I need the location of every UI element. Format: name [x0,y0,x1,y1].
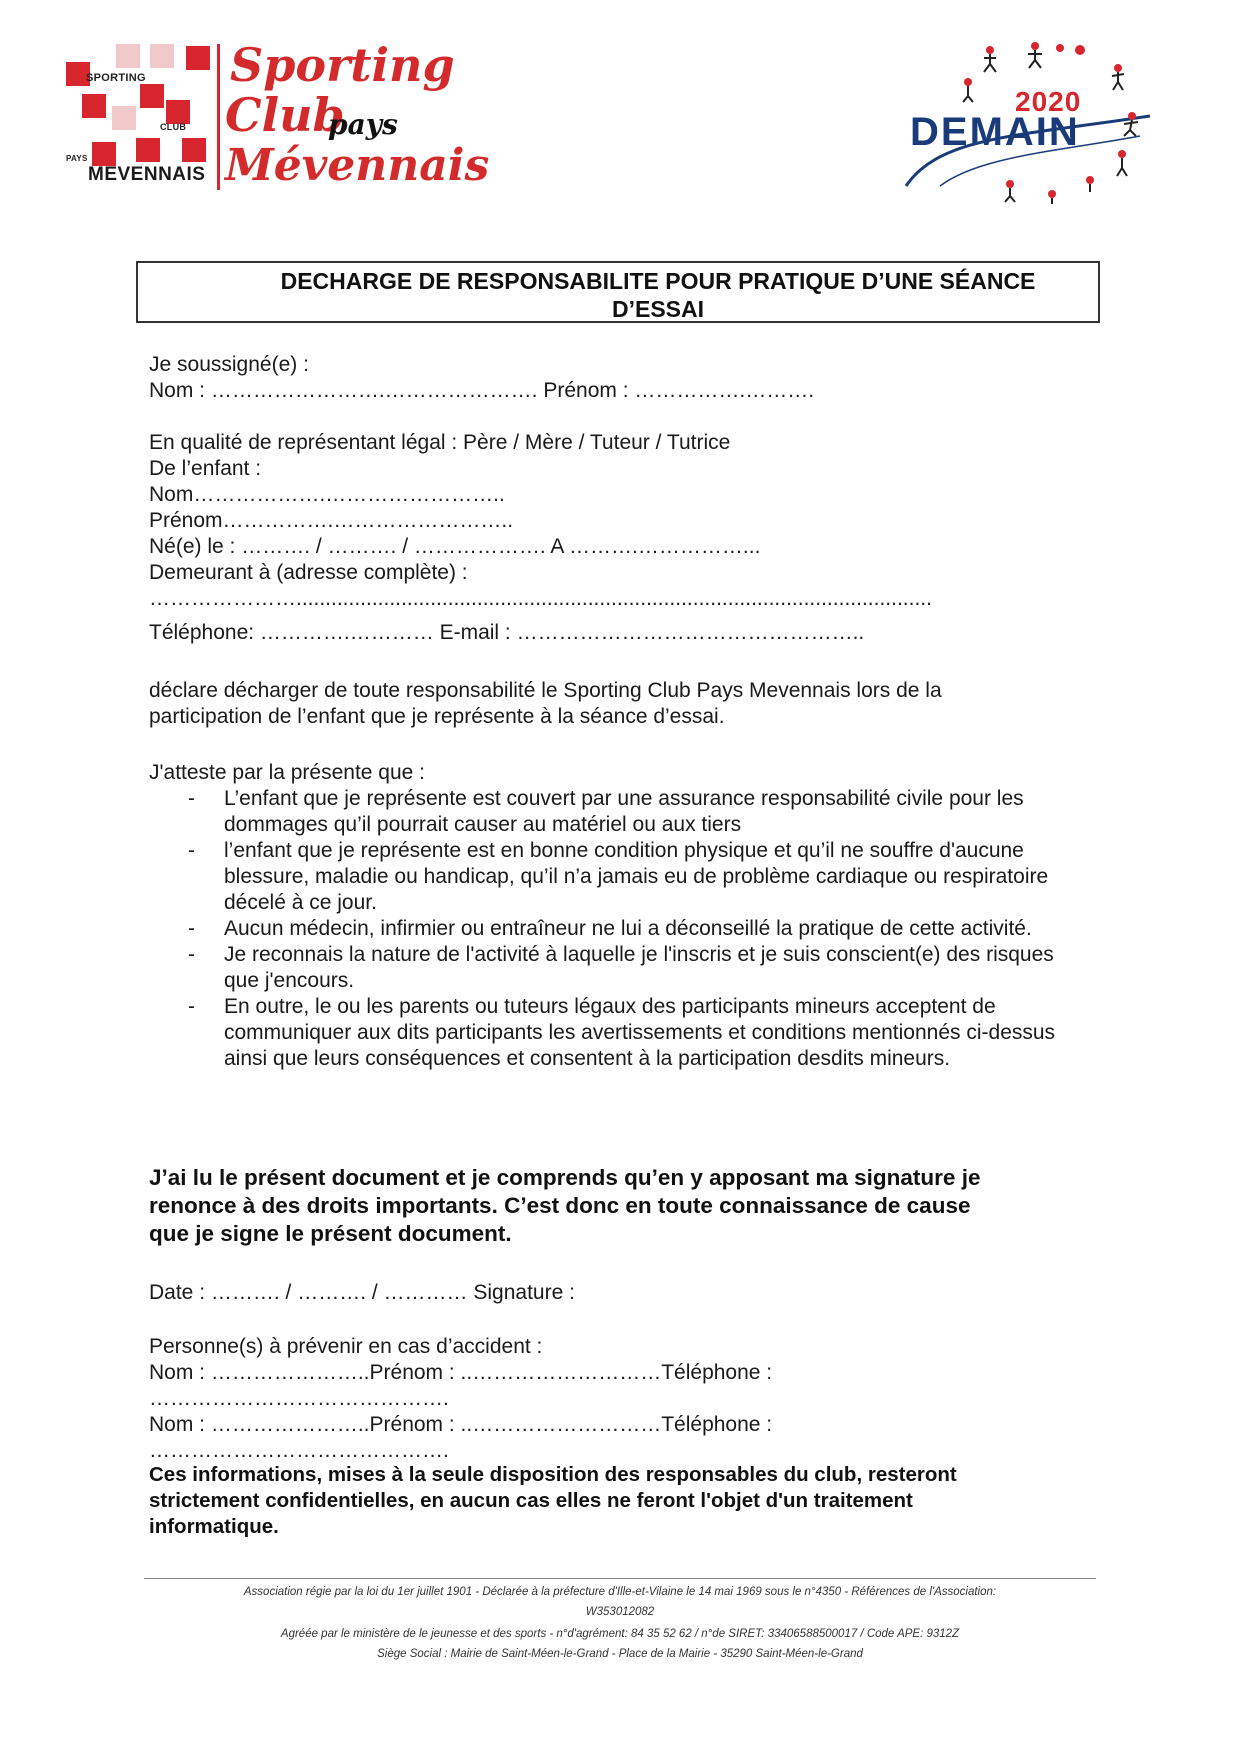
date-signature-line: Date : ………. / ………. / ………… Signature : [149,1281,575,1304]
attestation-item-text: Aucun médecin, infirmier ou entraîneur ne lui a déconseillé la pratique de cette activité. [224,917,1032,940]
sport-pictogram-icon [186,46,210,70]
footer-line: Siège Social : Mairie de Saint-Méen-le-Grand - Place de la Mairie - 35290 Saint-Méen-le-Grand [377,1648,863,1660]
nom-prenom-field: Nom : …………………….…………………. Prénom : …………….………. [149,379,815,402]
list-item: - Aucun médecin, infirmier ou entraîneur ne lui a déconseillé la pratique de cette activité. [180,916,1080,942]
logo-word-sporting: Sporting [230,38,455,92]
emergency-contact-field: ……………………………………. [149,1439,449,1462]
phone-email-field: Téléphone: ………….………… E-mail : ………………………………………….. [149,621,865,644]
list-item: - L’enfant que je représente est couvert par une assurance responsabilité civile pour les dommages qu’il pourrait causer au matériel ou aux tiers [180,786,1080,838]
logo-year: 2020 [1015,86,1082,117]
acknowledgement-line: J’ai lu le présent document et je comprends qu’en y apposant ma signature je [149,1165,981,1190]
logo-pictogram-grid [62,42,212,192]
sport-pictogram-icon [82,94,106,118]
attestation-item-text: En outre, le ou les parents ou tuteurs légaux des participants mineurs acceptent de communiquer aux dits participants les avertissements et conditions mentionnés ci-dessus ainsi que leurs conséquences et consentent à la participation desdits mineurs. [224,995,1056,1070]
acknowledgement-line: renonce à des droits importants. C’est donc en toute connaissance de cause [149,1193,971,1218]
list-item: - l’enfant que je représente est en bonne condition physique et qu’il ne souffre d'aucune blessure, maladie ou handicap, qu’il n’a jamais eu de problème cardiaque ou respiratoire décelé à ce jour. [180,838,1080,916]
attestation-item-text: L’enfant que je représente est couvert par une assurance responsabilité civile pour les dommages qu’il pourrait causer au matériel ou aux tiers [224,787,1024,836]
attestation-list [180,786,1080,1072]
attestation-item-text: Je reconnais la nature de l'activité à laquelle je l'inscris et je suis conscient(e) des risques que j'encours. [224,943,1054,992]
sport-pictogram-icon [166,100,190,124]
acknowledgement-line: que je signe le présent document. [149,1221,512,1246]
child-firstname-field: Prénom…………….…………………….. [149,509,514,532]
declaration-line: déclare décharger de toute responsabilité le Sporting Club Pays Mevennais lors de la [149,679,942,702]
logo-label-mevennais: MEVENNAIS [88,164,206,185]
attestation-intro: J'atteste par la présente que : [149,761,426,784]
confidentiality-note: strictement confidentielles, en aucun cas elles ne feront l'objet d'un traitement [149,1489,913,1512]
logo-word-mevennais: Mévennais [225,140,490,191]
list-item: - En outre, le ou les parents ou tuteurs légaux des participants mineurs acceptent de communiquer aux dits participants les avertissements et conditions mentionnés ci-dessus ainsi que leurs conséquences et consentent à la participation desdits mineurs. [180,994,1080,1072]
sport-pictogram-icon [150,44,174,68]
logo-divider [217,44,220,190]
document-title: DECHARGE DE RESPONSABILITE POUR PRATIQUE D’UNE SÉANCE D’ESSAI [280,268,1036,322]
footer-line: Association régie par la loi du 1er juillet 1901 - Déclarée à la préfecture d'Ille-et-Vilaine le 14 mai 1969 sous le n°4350 - Références de l'Association: [243,1586,997,1598]
footer-line: Agréée par le ministère de le jeunesse et des sports - n°d'agrément: 84 35 52 62 / n°de SIRET: 33406588500017 / Code APE: 9312Z [280,1628,960,1640]
logo-word-demain: DEMAIN [910,110,1080,154]
sport-pictogram-icon [92,142,116,166]
address-field: …………………............................................................................................................. [149,587,932,610]
club-logo [62,38,490,202]
logo-word-pays: pays [328,108,398,141]
sport-pictogram-icon [182,138,206,162]
attestation-item-text: l’enfant que je représente est en bonne condition physique et qu’il ne souffre d'aucune blessure, maladie ou handicap, qu’il n’a jamais eu de problème cardiaque ou respiratoire décelé à ce jour. [224,839,1049,914]
child-label: De l’enfant : [149,457,262,480]
emergency-contact-field: Nom : …………………..Prénom : ..………………………Téléphone : [149,1413,773,1436]
declaration-line: participation de l’enfant que je représente à la séance d’essai. [149,705,725,728]
address-label: Demeurant à (adresse complète) : [149,561,468,584]
soussigne-label: Je soussigné(e) : [149,353,309,376]
demain-2020-logo [900,36,1160,206]
logo-label-sporting: SPORTING [86,72,146,84]
emergency-contact-field: ……………………………………. [149,1387,449,1410]
confidentiality-note: informatique. [149,1515,279,1538]
sport-pictogram-icon [112,106,136,130]
emergency-heading: Personne(s) à prévenir en cas d’accident : [149,1335,543,1358]
sport-pictogram-icon [116,44,140,68]
logo-label-pays: PAYS [66,154,88,163]
sport-pictogram-icon [136,138,160,162]
child-name-field: Nom……………….…………………….. [149,483,505,506]
legal-representative-line: En qualité de représentant légal : Père / Mère / Tuteur / Tutrice [149,431,731,454]
confidentiality-note: Ces informations, mises à la seule disposition des responsables du club, resteront [149,1463,957,1486]
logo-label-club: CLUB [160,122,187,132]
birth-field: Né(e) le : ………. / ………. / ………………. A ……….……………... [149,535,761,558]
logo-word-club: Club [225,88,345,142]
footer-divider [144,1578,1096,1579]
footer-line: W353012082 [585,1606,655,1618]
list-item: - Je reconnais la nature de l'activité à laquelle je l'inscris et je suis conscient(e) des risques que j'encours. [180,942,1080,994]
emergency-contact-field: Nom : …………………..Prénom : ..………………………Téléphone : [149,1361,773,1384]
title-box [136,261,1100,323]
sport-pictogram-icon [140,84,164,108]
